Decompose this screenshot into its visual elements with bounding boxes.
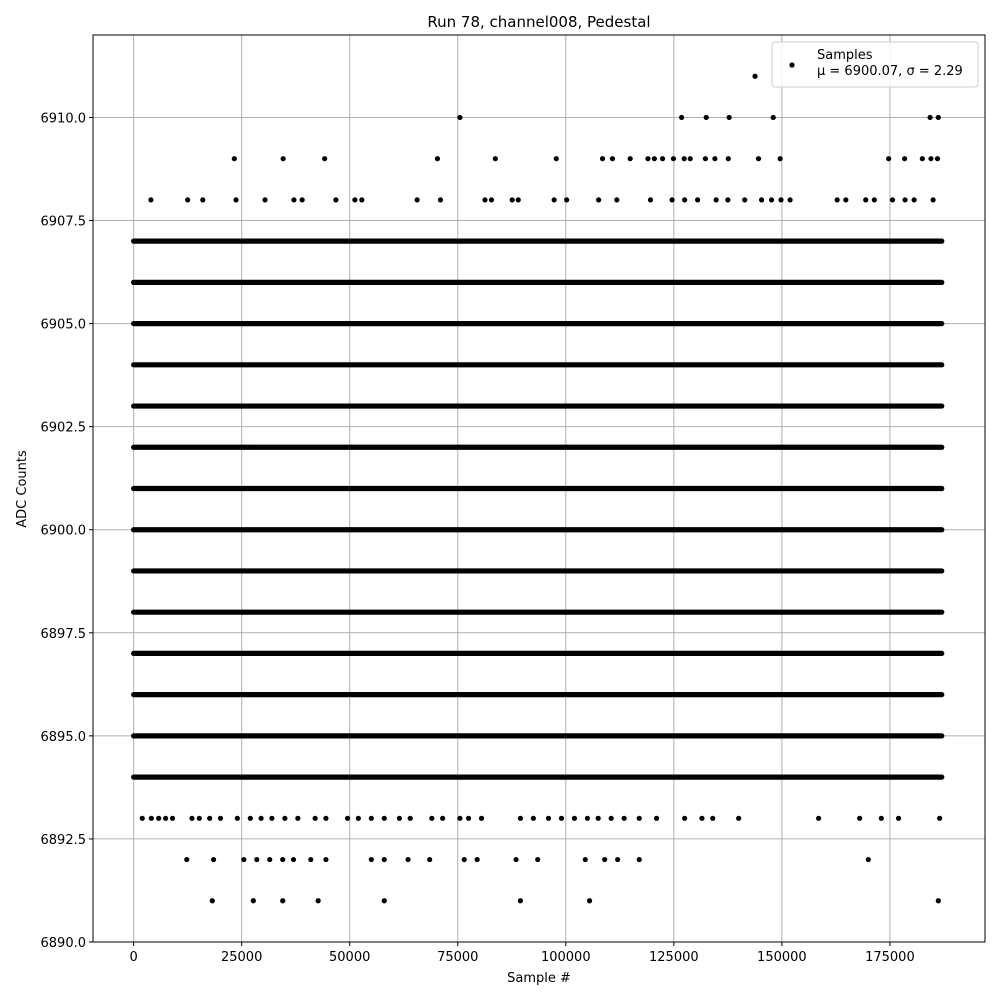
- data-point: [682, 197, 687, 202]
- data-point: [637, 816, 642, 821]
- data-point: [552, 197, 557, 202]
- data-point: [920, 156, 925, 161]
- data-point: [382, 816, 387, 821]
- data-point: [679, 115, 684, 120]
- data-point: [559, 816, 564, 821]
- data-point: [295, 816, 300, 821]
- y-tick-label: 6892.5: [40, 832, 86, 848]
- data-point: [936, 115, 941, 120]
- y-tick-label: 6910.0: [40, 111, 86, 127]
- data-point: [482, 197, 487, 202]
- data-point: [211, 857, 216, 862]
- data-point: [682, 816, 687, 821]
- data-point: [184, 857, 189, 862]
- data-point: [466, 816, 471, 821]
- data-point: [610, 156, 615, 161]
- data-point: [725, 197, 730, 202]
- data-point: [232, 156, 237, 161]
- data-point: [280, 857, 285, 862]
- data-point: [369, 857, 374, 862]
- data-point: [704, 115, 709, 120]
- y-tick-label: 6890.0: [40, 936, 86, 951]
- data-point: [759, 197, 764, 202]
- data-point: [628, 156, 633, 161]
- data-point: [352, 197, 357, 202]
- data-point: [291, 197, 296, 202]
- data-point: [778, 197, 783, 202]
- data-point: [235, 816, 240, 821]
- data-point: [890, 197, 895, 202]
- data-point: [140, 816, 145, 821]
- x-tick-label: 150000: [757, 950, 807, 965]
- data-point: [518, 816, 523, 821]
- data-point: [787, 197, 792, 202]
- data-point: [886, 156, 891, 161]
- y-tick-label: 6897.5: [40, 626, 86, 642]
- data-point: [872, 197, 877, 202]
- data-point: [427, 857, 432, 862]
- data-point: [291, 857, 296, 862]
- data-point: [585, 816, 590, 821]
- x-tick-label: 125000: [649, 950, 699, 965]
- data-point: [241, 857, 246, 862]
- data-point: [699, 816, 704, 821]
- data-point: [546, 816, 551, 821]
- data-point: [516, 197, 521, 202]
- data-point: [513, 857, 518, 862]
- data-point: [670, 197, 675, 202]
- data-point: [359, 197, 364, 202]
- data-point: [300, 197, 305, 202]
- data-point: [896, 816, 901, 821]
- data-point: [654, 816, 659, 821]
- data-point: [928, 156, 933, 161]
- data-point: [554, 156, 559, 161]
- data-point: [756, 156, 761, 161]
- data-point: [163, 816, 168, 821]
- x-tick-label: 100000: [540, 950, 591, 965]
- data-point: [535, 857, 540, 862]
- x-tick-label: 175000: [865, 950, 915, 965]
- data-point: [609, 816, 614, 821]
- data-point: [313, 816, 318, 821]
- data-point: [727, 115, 732, 120]
- data-point: [262, 197, 267, 202]
- data-point: [600, 156, 605, 161]
- data-point: [564, 197, 569, 202]
- data-point: [531, 816, 536, 821]
- data-point: [622, 816, 627, 821]
- data-point: [356, 816, 361, 821]
- data-point: [345, 816, 350, 821]
- data-point: [660, 156, 665, 161]
- data-point: [207, 816, 212, 821]
- data-point: [742, 197, 747, 202]
- data-point: [308, 857, 313, 862]
- data-point: [218, 816, 223, 821]
- data-point: [652, 156, 657, 161]
- data-point: [902, 197, 907, 202]
- data-point: [251, 898, 256, 903]
- x-tick-label: 0: [129, 950, 138, 965]
- data-point: [415, 197, 420, 202]
- data-point: [671, 156, 676, 161]
- data-point: [210, 898, 215, 903]
- data-point: [248, 816, 253, 821]
- y-tick-label: 6902.5: [40, 420, 86, 436]
- data-point: [322, 156, 327, 161]
- legend: [772, 42, 978, 87]
- data-point: [879, 816, 884, 821]
- data-point: [438, 197, 443, 202]
- data-point: [572, 816, 577, 821]
- y-tick-label: 6900.0: [40, 523, 86, 539]
- data-point: [682, 156, 687, 161]
- data-point: [408, 816, 413, 821]
- data-point: [710, 816, 715, 821]
- data-point: [382, 857, 387, 862]
- data-point: [688, 156, 693, 161]
- data-point: [648, 197, 653, 202]
- data-point: [637, 857, 642, 862]
- data-point: [148, 197, 153, 202]
- data-point: [931, 197, 936, 202]
- data-point: [936, 898, 941, 903]
- data-point: [493, 156, 498, 161]
- legend-marker: [789, 62, 794, 67]
- data-point: [382, 898, 387, 903]
- data-point: [587, 898, 592, 903]
- data-point: [857, 816, 862, 821]
- data-point: [479, 816, 484, 821]
- data-point: [429, 816, 434, 821]
- x-tick-label: 50000: [329, 950, 371, 965]
- data-point: [280, 898, 285, 903]
- data-point: [170, 816, 175, 821]
- x-tick-label: 75000: [437, 950, 479, 965]
- legend-stats: μ = 6900.07, σ = 2.29: [817, 64, 963, 79]
- data-point: [156, 816, 161, 821]
- data-point: [863, 197, 868, 202]
- y-tick-label: 6907.5: [40, 214, 86, 230]
- data-point: [645, 156, 650, 161]
- data-point: [866, 857, 871, 862]
- data-point: [282, 816, 287, 821]
- data-point: [736, 816, 741, 821]
- x-tick-label: 25000: [220, 950, 263, 965]
- data-point: [259, 816, 264, 821]
- data-point: [835, 197, 840, 202]
- data-point: [475, 857, 480, 862]
- data-point: [615, 857, 620, 862]
- data-point: [912, 197, 917, 202]
- data-point: [457, 816, 462, 821]
- data-point: [602, 857, 607, 862]
- data-point: [752, 74, 757, 79]
- data-point: [149, 816, 154, 821]
- x-axis-label: Sample #: [507, 971, 571, 986]
- data-point: [197, 816, 202, 821]
- data-point: [614, 197, 619, 202]
- data-point: [510, 197, 515, 202]
- data-point: [703, 156, 708, 161]
- y-tick-label: 6895.0: [40, 729, 86, 745]
- legend-label: Samples: [817, 48, 873, 63]
- data-point: [712, 156, 717, 161]
- data-point: [902, 156, 907, 161]
- data-point: [405, 857, 410, 862]
- data-point: [269, 816, 274, 821]
- data-point: [778, 156, 783, 161]
- data-point: [254, 857, 259, 862]
- data-point: [771, 115, 776, 120]
- data-point: [596, 197, 601, 202]
- data-point: [695, 197, 700, 202]
- y-axis-label: ADC Counts: [15, 450, 30, 528]
- y-tick-label: 6905.0: [40, 317, 86, 333]
- data-point: [457, 115, 462, 120]
- data-point: [333, 197, 338, 202]
- data-point: [281, 156, 286, 161]
- data-point: [233, 197, 238, 202]
- chart-title: Run 78, channel008, Pedestal: [427, 13, 651, 31]
- data-point: [200, 197, 205, 202]
- data-point: [935, 156, 940, 161]
- data-point: [323, 857, 328, 862]
- data-point: [462, 857, 467, 862]
- data-point: [928, 115, 933, 120]
- data-point: [323, 816, 328, 821]
- data-point: [843, 197, 848, 202]
- data-point: [440, 816, 445, 821]
- data-point: [435, 156, 440, 161]
- data-point: [714, 197, 719, 202]
- data-point: [583, 857, 588, 862]
- data-point: [596, 816, 601, 821]
- data-point: [185, 197, 190, 202]
- data-point: [816, 816, 821, 821]
- data-point: [518, 898, 523, 903]
- data-point: [726, 156, 731, 161]
- data-point: [769, 197, 774, 202]
- data-point: [189, 816, 194, 821]
- data-point: [397, 816, 402, 821]
- data-point: [937, 816, 942, 821]
- data-point: [267, 857, 272, 862]
- data-point: [369, 816, 374, 821]
- data-point: [316, 898, 321, 903]
- data-point: [489, 197, 494, 202]
